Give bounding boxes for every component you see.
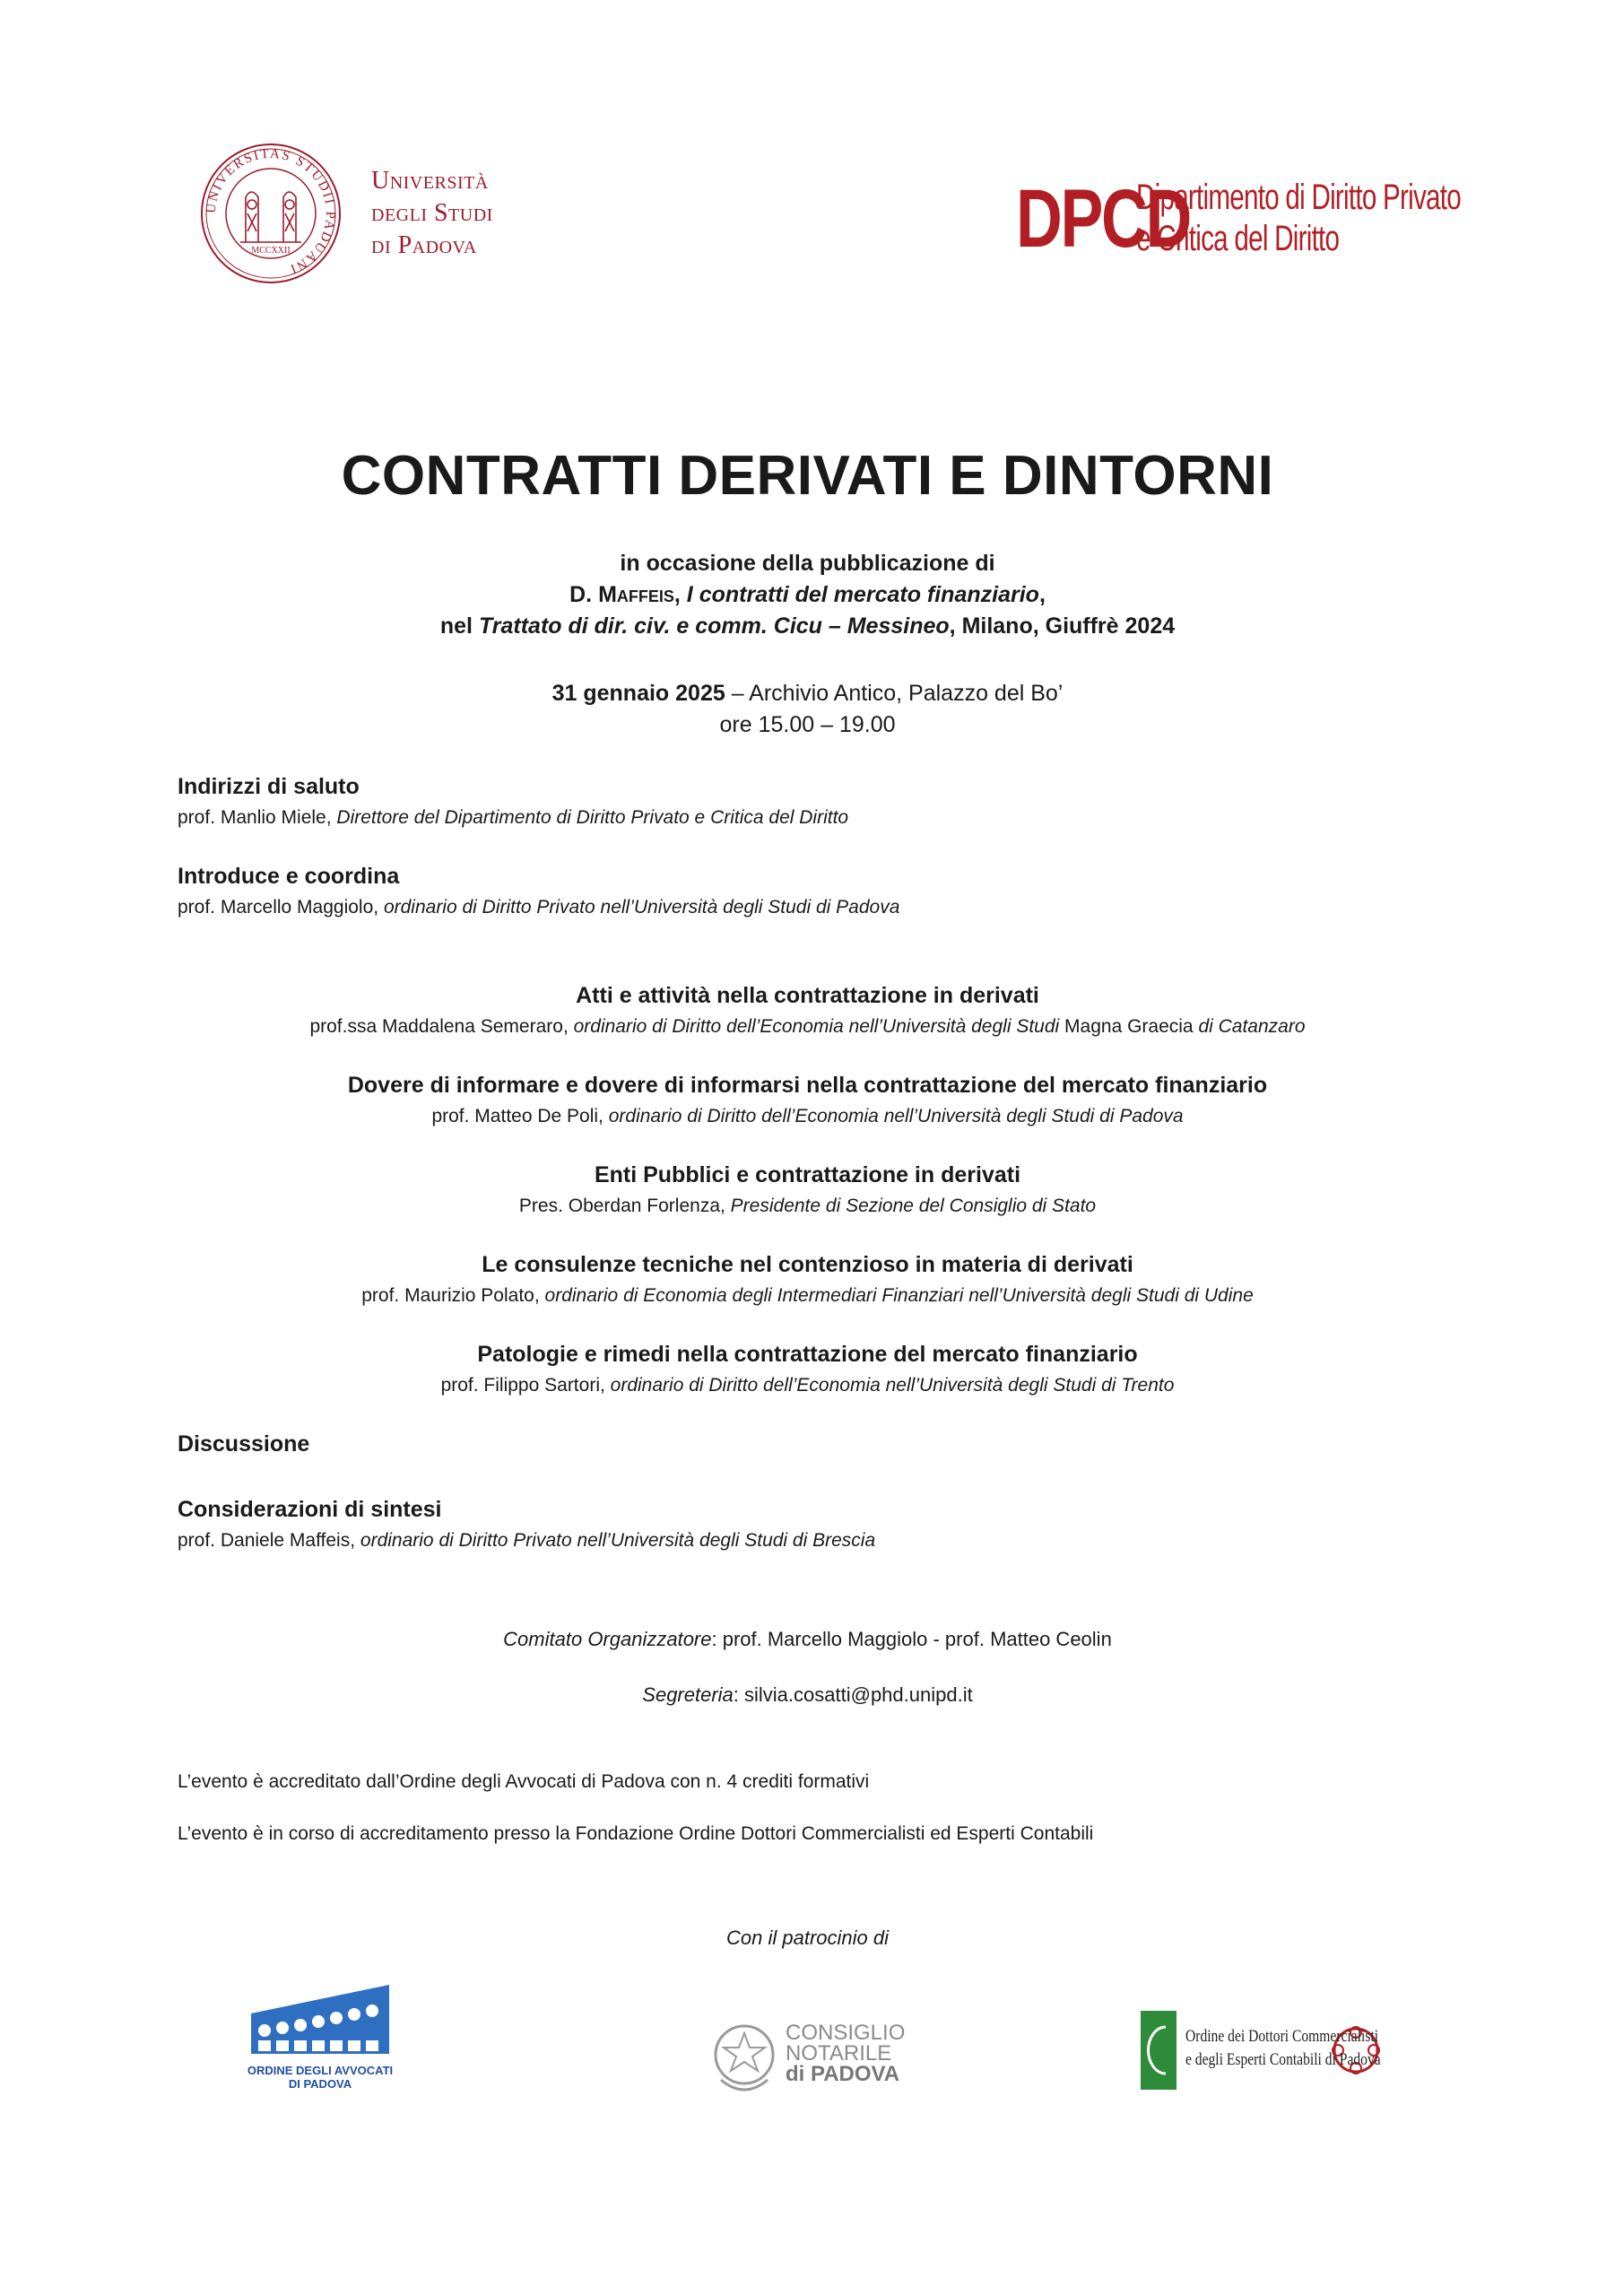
accreditation-accountants: L’evento è in corso di accreditamento presso la Fondazione Ordine Dottori Commercialisti ed Esperti Contabili: [178, 1823, 1094, 1844]
ordine-commercialisti-logo: [1139, 2000, 1381, 2099]
talk-speaker: [0, 1285, 1615, 1307]
committee-label: Comitato Organizzatore: [503, 1628, 712, 1650]
republic-emblem-icon: [708, 2013, 780, 2103]
organizing-committee: [0, 1628, 1615, 1651]
talk-title: Enti Pubblici e contrattazione in derivati: [594, 1162, 1021, 1187]
university-name: [371, 165, 493, 262]
greetings-speaker: [178, 807, 848, 829]
department-abbreviation: DPCD: [1016, 173, 1190, 265]
author-initial: D.: [569, 582, 599, 607]
committee-members: : prof. Marcello Maggiolo - prof. Matteo Ceolin: [711, 1628, 1112, 1650]
department-name: [1136, 177, 1461, 259]
talk-title: Atti e attività nella contrattazione in derivati: [576, 983, 1039, 1008]
event-title: CONTRATTI DERIVATI E DINTORNI: [341, 445, 1274, 507]
talk-speaker: [0, 1016, 1615, 1038]
commercialisti-name-line: e degli Esperti Contabili di Padova: [1185, 2050, 1381, 2069]
speaker-role: Presidente di Sezione del Consiglio di Stato: [730, 1196, 1097, 1216]
commercialisti-name-line: Ordine dei Dottori Commercialisti: [1185, 2027, 1379, 2046]
speaker-role: ordinario di Diritto Privato nell’Università degli Studi di Brescia: [360, 1530, 876, 1551]
series-suffix: , Milano, Giuffrè 2024: [949, 613, 1176, 639]
patronage-label: Con il patrocinio di: [726, 1926, 889, 1949]
speaker-name: Pres. Oberdan Forlenza,: [518, 1196, 731, 1216]
ordine-avvocati-logo: [235, 1978, 405, 2094]
department-logo: [1016, 166, 1461, 283]
publication-line: D. Maffeis, I contratti del mercato finanziario,: [569, 582, 1046, 607]
talk-speaker: [0, 1106, 1615, 1127]
speaker-name: prof. Marcello Maggiolo,: [178, 897, 384, 918]
speaker-name: prof. Filippo Sartori,: [440, 1375, 611, 1396]
speaker-role: ordinario di Diritto Privato nell’Università degli Studi di Padova: [383, 897, 900, 918]
event-date-place: [0, 678, 1615, 709]
speaker-name: prof. Matteo De Poli,: [431, 1106, 609, 1126]
event-date: 31 gennaio 2025: [551, 681, 725, 706]
speaker-role: Direttore del Dipartimento di Diritto Privato e Critica del Diritto: [336, 807, 849, 828]
author-surname: Maffeis: [598, 582, 674, 607]
intro-speaker: [178, 897, 899, 918]
notarile-name-line: NOTARILE: [786, 2041, 892, 2066]
secretariat-label: Segreteria: [642, 1683, 734, 1706]
department-name-line: e Critica del Diritto: [1136, 219, 1340, 258]
series-prefix: nel: [439, 613, 479, 639]
speaker-name: prof. Manlio Miele,: [178, 807, 337, 828]
talk-title: Patologie e rimedi nella contrattazione del mercato finanziario: [477, 1342, 1138, 1367]
speaker-role: ordinario di Diritto dell’Economia nell’Università degli Studi di Trento: [610, 1375, 1175, 1396]
consiglio-notarile-logo: [708, 2013, 915, 2103]
avvocati-name-line: DI PADOVA: [288, 2077, 352, 2091]
talk-title: Dovere di informare e dovere di informarsi nella contrattazione del mercato finanziario: [347, 1073, 1268, 1098]
occasion-line: in occasione della pubblicazione di: [620, 551, 995, 576]
speaker-name: prof. Maurizio Polato,: [361, 1285, 545, 1306]
avvocati-name-line: ORDINE DEGLI AVVOCATI: [247, 2064, 394, 2077]
speaker-role-plain: Magna Graecia: [1059, 1016, 1199, 1037]
university-name-line: di Padova: [371, 231, 477, 259]
commercialisti-name: [1185, 2025, 1381, 2072]
event-place: – Archivio Antico, Palazzo del Bo’: [725, 681, 1064, 706]
book-title: I contratti del mercato finanziario: [686, 582, 1039, 607]
closing-speaker: [178, 1530, 875, 1552]
seal-ring-text: UNIVERSITAS STUDII PADUANI: [204, 146, 338, 277]
talk-speaker: [0, 1375, 1615, 1396]
talk-title: Le consulenze tecniche nel contenzioso in materia di derivati: [482, 1252, 1133, 1277]
series-line: [0, 611, 1615, 642]
department-name-line: Dipartimento di Diritto Privato: [1136, 178, 1461, 217]
accreditation-lawyers: L’evento è accreditato dall’Ordine degli Avvocati di Padova con n. 4 crediti formativi: [178, 1771, 870, 1792]
university-seal-logo: [199, 142, 343, 285]
secretariat-email[interactable]: : silvia.cosatti@phd.unipd.it: [733, 1683, 973, 1706]
svg-text:UNIVERSITAS STUDII PADUANI: [204, 147, 337, 276]
speaker-name: prof.ssa Maddalena Semeraro,: [309, 1016, 574, 1037]
university-name-line: Università: [371, 167, 489, 195]
event-time: ore 15.00 – 19.00: [719, 712, 896, 737]
notarile-name-line: CONSIGLIO: [786, 2021, 906, 2045]
speaker-role: ordinario di Diritto dell’Economia nell’Università degli Studi: [573, 1016, 1060, 1037]
secretariat: [0, 1683, 1615, 1707]
university-name-line: degli Studi: [371, 199, 493, 227]
arena-icon: [235, 1978, 405, 2058]
closing-heading: Considerazioni di sintesi: [178, 1497, 442, 1522]
notarile-name-line: di PADOVA: [786, 2062, 900, 2086]
series-title: Trattato di dir. civ. e comm. Cicu – Messineo: [478, 613, 950, 639]
talk-speaker: [0, 1196, 1615, 1217]
speaker-name: prof. Daniele Maffeis,: [178, 1530, 360, 1551]
greetings-heading: Indirizzi di saluto: [178, 774, 360, 799]
seal-year: MCCXXII: [251, 246, 291, 256]
speaker-role-tail: di Catanzaro: [1198, 1016, 1306, 1037]
discussion-heading: Discussione: [178, 1431, 310, 1457]
speaker-role: ordinario di Economia degli Intermediari Finanziari nell’Università degli Studi di Udine: [544, 1285, 1254, 1306]
notarile-name: [786, 2022, 905, 2084]
intro-heading: Introduce e coordina: [178, 864, 400, 889]
speaker-role: ordinario di Diritto dell’Economia nell’Università degli Studi di Padova: [608, 1106, 1184, 1126]
